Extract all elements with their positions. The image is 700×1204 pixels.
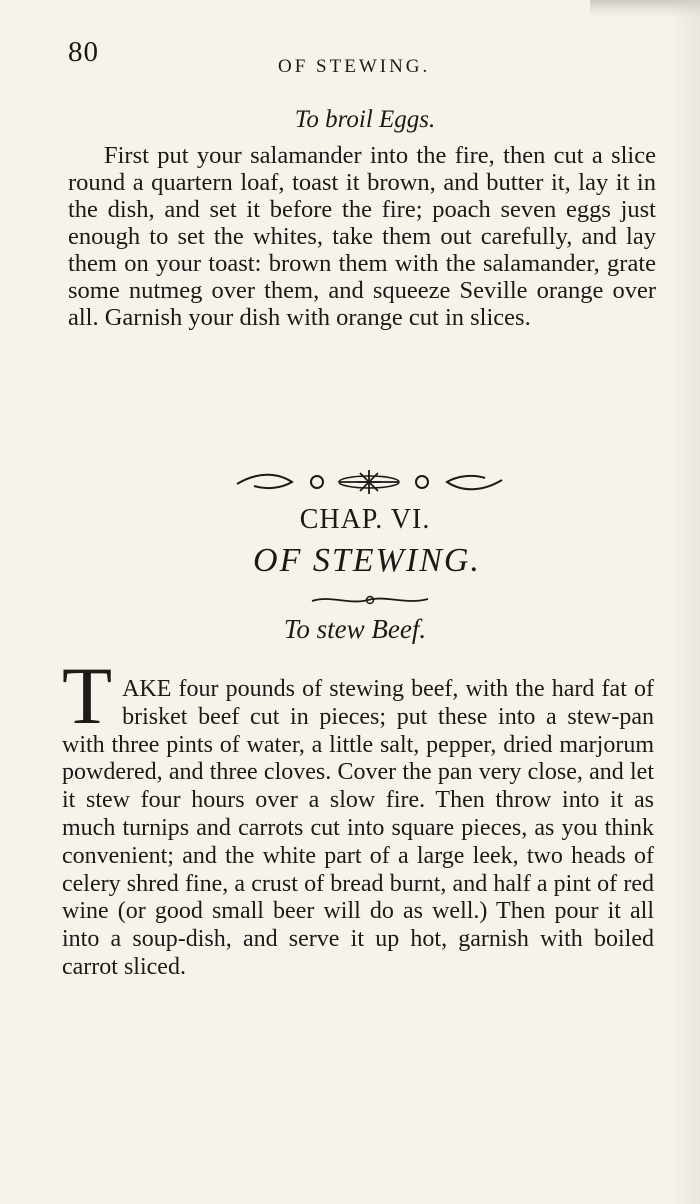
decorative-ornament-icon [232,468,507,496]
recipe-body-stew-beef [62,650,654,982]
recipe-text: AKE four pounds of stewing beef, with the hard fat of brisket beef cut in pieces; put these into a stew-pan with three pints of water, a little salt, pepper, dried marjorum powdered, and three cloves. Cover the pan very close, and let it stew four hours over a slow fire. Then throw into it as much turnips and carrots cut into square pieces, as you think convenient; and the white part of a large leek, two heads of celery shred fine, a crust of bread burnt, and half a pint of red wine (or good small beer will do as well.) Then pour it all into a soup-dish, and serve it up hot, garnish with boiled carrot sliced. [62,676,654,980]
recipe-title-broil-eggs: To broil Eggs. [294,106,436,133]
page-header [68,36,668,76]
page-number: 80 [68,36,99,68]
running-head: OF STEWING. [278,56,431,77]
page-gutter-shadow [670,0,700,1204]
chapter-title: OF STEWING. [253,542,481,579]
drop-cap: T [62,650,113,741]
recipe-title-stew-beef: To stew Beef. [283,614,427,644]
recipe-body-broil-eggs [68,142,656,331]
small-ornament-icon [310,593,430,607]
chapter-number: CHAP. VI. [299,504,431,535]
recipe-text: First put your salamander into the fire, then cut a slice round a quartern loaf, toast it brown, and butter it, lay it in the dish, and set it before the fire; poach seven eggs just enough to set the whites, take them out carefully, and lay them on your toast: brown them with the salamander, grate some nutmeg over them, and squeeze Seville orange over all. Garnish your dish with orange cut in slices. [68,142,656,331]
